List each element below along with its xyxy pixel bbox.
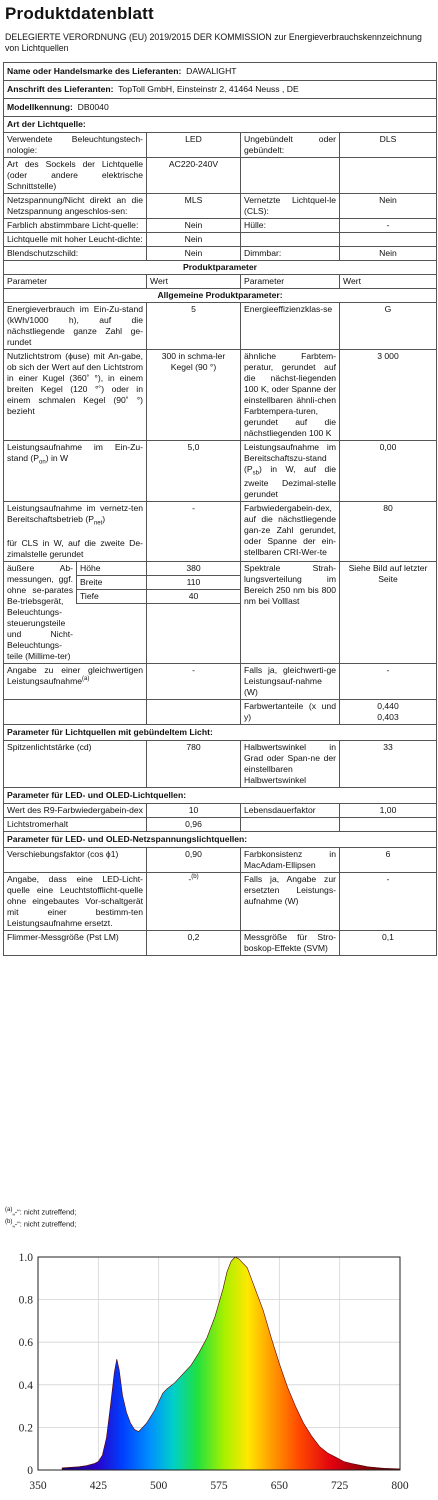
r9-row [4,803,437,817]
model-label: Modellkennung: [7,102,73,112]
general-params-heading-row [4,289,437,303]
colour-consistency-label: Farbkonsistenz in MacAdam-Ellipsen [241,847,340,872]
led-mains-heading-row [4,831,437,847]
light-source-type-heading-row [4,117,437,133]
replacement-claim-value: -$^{(b)}$ [147,872,241,930]
flicker-metric-label: Flimmer-Messgröße (Pst LM) [4,930,147,955]
cap-type-label: Art des Sockels der Lichtquelle (oder andere elektrische Schnittstelle) [4,158,147,194]
cct-value: 3 000 [340,350,437,441]
mains-row [4,194,437,219]
y-tick-label: 0.6 [18,1337,33,1350]
peak-intensity-row [4,740,437,787]
supplier-name-label: Name oder Handelsmarke des Lieferanten: [7,66,182,76]
connected-label: Vernetzte Lichtquel-le (CLS): [241,194,340,219]
footnotes [5,1206,76,1230]
spectral-distribution-value: Siehe Bild auf letzter Seite [340,561,437,663]
r9-value: 10 [147,803,241,817]
led-mains-heading: Parameter für LED- und OLED-Netzspannungslichtquellen: [4,831,437,847]
equivalent-power-w-label: Falls ja, gleichwerti-ge Leistungsauf-nahme (W) [241,663,340,699]
col-header-value-2: Wert [340,275,437,289]
cct-label: ähnliche Farbtem-peratur, gerundet auf die nächst-liegenden 100 K, oder Spanne der einstellbaren ähnli-chen Farbtempera-turen, gerundet auf die nächstliegenden 100 K [241,350,340,441]
spectrum-svg [0,1240,438,1500]
technology-value: LED [147,133,241,158]
x-tick-label: 425 [89,1480,107,1492]
high-luminance-value: Nein [147,233,241,247]
column-header-row [4,275,437,289]
width-label: Breite [76,576,146,590]
equivalent-power-row [4,663,437,699]
supplier-address-label: Anschrift des Lieferanten: [7,84,114,94]
spectral-distribution-chart [0,1240,438,1500]
standby-power-label: Leistungsaufnahme im Bereitschaftszu-stand $(P_{sb})$ in W, auf die zweite Dezimal-stelle gerundet [241,441,340,502]
supplier-address-row [4,81,437,99]
power-on-row [4,441,437,502]
directional-type-label: Ungebündelt oder gebündelt: [241,133,340,158]
beam-angle-label: Halbwertswinkel in Grad oder Span-ne der einstellbaren Halbwertswinkel [241,740,340,787]
dimensions-values-cell [147,561,241,663]
chromaticity-row [4,699,437,724]
anti-glare-value: Nein [147,247,241,261]
dimensions-cell [4,561,147,663]
x-tick-label: 575 [210,1480,228,1492]
flicker-metric-value: 0,2 [147,930,241,955]
general-params-heading: Allgemeine Produktparameter: [4,289,437,303]
spectral-distribution-label: Spektrale Strah-lungsverteilung im Bereich 250 nm bis 800 nm bei Volllast [241,561,340,663]
flicker-row [4,930,437,955]
r9-label: Wert des R9-Farbwiedergabein-dex [4,803,147,817]
equivalent-power-w-value: - [340,663,437,699]
height-label: Höhe [76,562,146,576]
width-value: 110 [147,576,240,590]
energy-consumption-label: Energieverbrauch im Ein-Zu-stand (kWh/1000 h), auf die nächstliegende ganze Zahl ge-rundet [4,303,147,350]
connected-value: Nein [340,194,437,219]
displacement-factor-value: 0,90 [147,847,241,872]
dimensions-row [4,561,437,663]
replacement-claim-label: Angabe, dass eine LED-Licht-quelle eine Leuchtstofflicht-quelle ohne eingebautes Vor-schaltgerät mit einer bestimm-ten Leistungsaufnahme ersetzt. [4,872,147,930]
high-luminance-row [4,233,437,247]
x-tick-label: 650 [270,1480,288,1492]
page-title: Produktdatenblatt [5,4,154,23]
lumen-maintenance-row [4,817,437,831]
high-luminance-label: Lichtquelle mit hoher Leucht-dichte: [4,233,147,247]
y-tick-label: 0.4 [18,1379,33,1392]
chromaticity-x: 0,440 [377,700,399,711]
energy-class-value: G [340,303,437,350]
lumen-maintenance-value: 0,96 [147,817,241,831]
y-tick-label: 0.2 [18,1422,33,1435]
stroboscopic-metric-value: 0,1 [340,930,437,955]
cri-value: 80 [340,502,437,561]
dimmable-value: Nein [340,247,437,261]
equivalent-power-value: - [147,663,241,699]
on-mode-power-label: Leistungsaufnahme im Ein-Zu-stand $(P_{on})$ in W [4,441,147,502]
useful-flux-value: 300 in schma-ler Kegel (90 °) [147,350,241,441]
regulation-intro: DELEGIERTE VERORDNUNG (EU) 2019/2015 DER KOMMISSION zur Energieverbrauchskennzeichnung von Lichtquellen [5,32,422,54]
cap-type-value: AC220-240V [147,158,241,194]
y-tick-label: 0 [27,1465,33,1477]
depth-label: Tiefe [76,590,146,604]
flux-row [4,350,437,441]
data-sheet-table [3,62,437,956]
energy-class-label: Energieeffizienzklas-se [241,303,340,350]
standby-power-value: 0,00 [340,441,437,502]
dimensions-subtable [4,562,146,663]
directional-heading: Parameter für Lichtquellen mit gebündeltem Licht: [4,724,437,740]
depth-value: 40 [147,590,240,604]
x-tick-label: 350 [29,1480,47,1492]
footnote-b: $^{(b)}$„-“: nicht zutreffend; [5,1219,77,1229]
energy-consumption-value: 5 [147,303,241,350]
peak-intensity-label: Spitzenlichtstärke (cd) [4,740,147,787]
anti-glare-row [4,247,437,261]
stroboscopic-metric-label: Messgröße für Stro-boskop-Effekte (SVM) [241,930,340,955]
colour-tuneable-label: Farblich abstimmbare Licht-quelle: [4,219,147,233]
colour-tuneable-row [4,219,437,233]
chromaticity-label: Farbwertanteile (x und y) [241,699,340,724]
col-header-param-2: Parameter [241,275,340,289]
chromaticity-value [340,699,437,724]
mains-value: MLS [147,194,241,219]
supplier-address-value: TopToll GmbH, Einsteinstr 2, 41464 Neuss , DE [118,84,299,94]
on-mode-power-value: 5,0 [147,441,241,502]
chromaticity-y: 0,403 [377,711,399,722]
colour-consistency-value: 6 [340,847,437,872]
survival-factor-value: 1,00 [340,803,437,817]
x-tick-label: 800 [391,1480,409,1492]
dimensions-label: äußere Ab-messungen, ggf. ohne se-parates Be-triebsgerät, Beleuchtungs-steuerungsteile und Nicht-Beleuchtungs-teile (Millime-ter) [7,562,73,661]
col-header-value-1: Wert [147,275,241,289]
supplier-name-value: DAWALIGHT [186,66,237,76]
x-tick-label: 725 [331,1480,349,1492]
replacement-row [4,872,437,930]
anti-glare-label: Blendschutzschild: [4,247,147,261]
col-header-param-1: Parameter [4,275,147,289]
peak-intensity-value: 780 [147,740,241,787]
dimmable-label: Dimmbar: [241,247,340,261]
chart-area-layer [62,1257,400,1470]
mains-label: Netzspannung/Nicht direkt an die Netzspannung angeschlos-sen: [4,194,147,219]
displacement-factor-label: Verschiebungsfaktor (cos ϕ1) [4,847,147,872]
directional-heading-row [4,724,437,740]
product-params-heading-row [4,261,437,275]
colour-tuneable-value: Nein [147,219,241,233]
led-heading: Parameter für LED- und OLED-Lichtquellen: [4,787,437,803]
y-tick-label: 0.8 [18,1294,33,1307]
replaced-power-label: Falls ja, Angabe zur ersetzten Leistungs-aufnahme (W) [241,872,340,930]
y-tick-label: 1.0 [18,1252,33,1264]
model-value: DB0040 [77,102,109,112]
survival-factor-label: Lebensdauerfaktor [241,803,340,817]
cap-type-row [4,158,437,194]
technology-label: Verwendete Beleuchtungstech-nologie: [4,133,147,158]
directional-type-value: DLS [340,133,437,158]
led-heading-row [4,787,437,803]
networked-power-row [4,502,437,561]
lumen-maintenance-label: Lichtstromerhalt [4,817,147,831]
useful-flux-label: Nutzlichtstrom (ϕuse) mit An-gabe, ob sich der Wert auf den Lichtstrom in einer Kugel (360˚ °), in einem breiten Kegel (120 °˚) oder in einem schmalen Kegel (90˚ °) bezieht [4,350,147,441]
beam-angle-value: 33 [340,740,437,787]
x-tick-label: 500 [150,1480,168,1492]
displacement-factor-row [4,847,437,872]
envelope-label: Hülle: [241,219,340,233]
equivalent-power-label: Angabe zu einer gleichwertigen Leistungsaufnahme$^{(a)}$ [4,663,147,699]
networked-standby-label: Leistungsaufnahme im vernetz-ten Bereitschaftsbetrieb $(P_{net})$ für CLS in W, auf die zweite De-zimalstelle gerundet [4,502,147,561]
supplier-name-row [4,63,437,81]
footnote-a: $^{(a)}$„-“: nicht zutreffend; [5,1207,77,1217]
technology-row [4,133,437,158]
networked-standby-value: - [147,502,241,561]
light-source-type-heading: Art der Lichtquelle: [4,117,437,133]
replaced-power-value: - [340,872,437,930]
height-value: 380 [147,562,240,576]
spectrum-series-area [62,1257,400,1470]
cri-label: Farbwiedergabein-dex, auf die nächstliegende gan-ze Zahl gerundet, oder Spanne der ein-stellbaren CRI-Wer-te [241,502,340,561]
model-row [4,99,437,117]
energy-row [4,303,437,350]
envelope-value: - [340,219,437,233]
product-params-heading: Produktparameter [4,261,437,275]
